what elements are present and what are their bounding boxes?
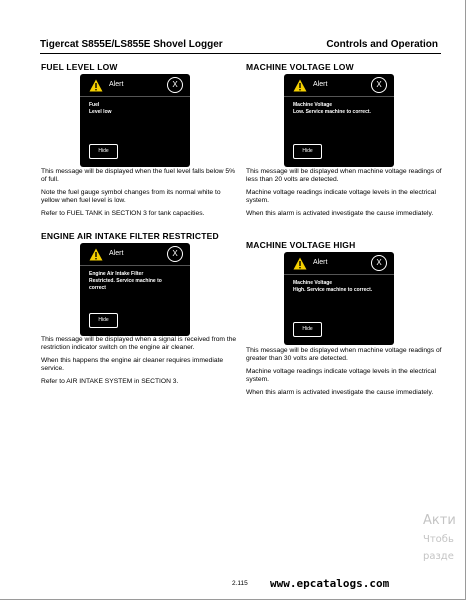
website-link[interactable]: www.epcatalogs.com: [270, 577, 390, 590]
alert-message-line: Restricted. Service machine to: [89, 278, 162, 284]
machine-voltage-low-heading: MACHINE VOLTAGE LOW: [246, 62, 354, 72]
alert-message: [293, 280, 386, 294]
alert-message: [293, 102, 386, 116]
alert-message-line: correct: [89, 285, 106, 291]
paragraph: Note the fuel gauge symbol changes from its normal white to yellow when fuel level is low.: [41, 189, 221, 204]
paragraph: When this alarm is activated investigate the cause immediately.: [246, 389, 434, 396]
machine-voltage-high-heading: MACHINE VOLTAGE HIGH: [246, 240, 356, 250]
fuel-alert-dialog: [80, 74, 190, 167]
voltage-high-alert-dialog: [284, 252, 394, 345]
hide-button[interactable]: Hide: [89, 144, 118, 159]
alert-header: [284, 74, 394, 96]
warning-triangle-icon: [89, 79, 103, 92]
paragraph: When this alarm is activated investigate the cause immediately.: [246, 210, 434, 217]
machine-voltage-low-section: [246, 62, 444, 72]
alert-divider: [284, 96, 394, 97]
watermark-line: разде: [423, 551, 454, 562]
voltage-low-alert-dialog: [284, 74, 394, 167]
alert-message-line: Machine Voltage: [293, 102, 333, 108]
activation-watermark: [423, 511, 467, 565]
close-icon[interactable]: X: [167, 77, 183, 93]
warning-triangle-icon: [293, 79, 307, 92]
alert-divider: [80, 96, 190, 97]
paragraph: This message will be displayed when a signal is received from the restriction indicator switch on the engine air cleaner.: [41, 336, 237, 351]
alert-header: [80, 74, 190, 96]
alert-message-line: Engine Air Intake Filter: [89, 271, 144, 277]
alert-message-line: Level low: [89, 109, 112, 115]
warning-triangle-icon: [89, 248, 103, 261]
alert-title: Alert: [313, 81, 328, 88]
alert-divider: [284, 274, 394, 275]
fuel-level-low-text: [41, 168, 239, 218]
document-title: Tigercat S855E/LS855E Shovel Logger: [40, 39, 223, 50]
fuel-level-low-heading: FUEL LEVEL LOW: [41, 62, 118, 72]
machine-voltage-low-text: [246, 168, 444, 218]
engine-air-intake-section: [41, 231, 239, 241]
paragraph: Refer to FUEL TANK in SECTION 3 for tank capacities.: [41, 210, 205, 217]
section-title: Controls and Operation: [326, 39, 438, 50]
paragraph: Refer to AIR INTAKE SYSTEM in SECTION 3.: [41, 378, 179, 385]
watermark-line: Акти: [423, 513, 456, 528]
alert-message-line: Machine Voltage: [293, 280, 333, 286]
paragraph: This message will be displayed when machine voltage readings of less than 20 volts are detected.: [246, 168, 442, 183]
engine-air-intake-heading: ENGINE AIR INTAKE FILTER RESTRICTED: [41, 231, 219, 241]
alert-message-line: Fuel: [89, 102, 100, 108]
alert-title: Alert: [109, 250, 124, 257]
alert-message-line: Low. Service machine to correct.: [293, 109, 371, 115]
hide-button[interactable]: Hide: [293, 144, 322, 159]
alert-title: Alert: [313, 259, 328, 266]
alert-divider: [80, 265, 190, 266]
hide-button[interactable]: Hide: [293, 322, 322, 337]
engine-air-intake-text: [41, 336, 239, 386]
watermark-line: Чтобь: [423, 534, 454, 545]
close-icon[interactable]: X: [371, 255, 387, 271]
header-divider: [40, 53, 441, 54]
alert-message-line: High. Service machine to correct.: [293, 287, 373, 293]
paragraph: This message will be displayed when the fuel level falls below 5% of full.: [41, 168, 236, 183]
alert-message: [89, 271, 182, 292]
alert-header: [80, 243, 190, 265]
warning-triangle-icon: [293, 257, 307, 270]
page-number: 2.115: [232, 580, 248, 587]
machine-voltage-high-section: [246, 240, 444, 250]
machine-voltage-high-text: [246, 347, 444, 397]
alert-message: [89, 102, 182, 116]
paragraph: Machine voltage readings indicate voltage levels in the electrical system.: [246, 368, 436, 383]
hide-button[interactable]: Hide: [89, 313, 118, 328]
alert-title: Alert: [109, 81, 124, 88]
engine-air-alert-dialog: [80, 243, 190, 336]
paragraph: Machine voltage readings indicate voltage levels in the electrical system.: [246, 189, 436, 204]
paragraph: When this happens the engine air cleaner requires immediate service.: [41, 357, 224, 372]
close-icon[interactable]: X: [167, 246, 183, 262]
fuel-level-low-section: [41, 62, 239, 72]
alert-header: [284, 252, 394, 274]
close-icon[interactable]: X: [371, 77, 387, 93]
paragraph: This message will be displayed when machine voltage readings of greater than 30 volts are detected.: [246, 347, 442, 362]
